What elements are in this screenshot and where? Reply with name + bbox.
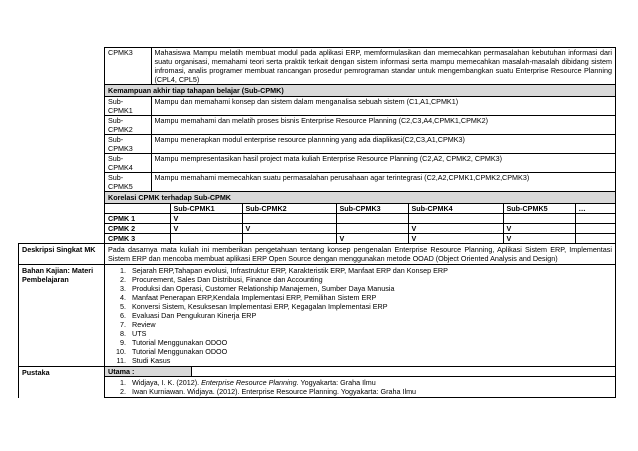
deskripsi-text: Pada dasarnya mata kuliah ini memberikan pengetahuan tentang konsep pengenalan Enterprise Resource Planning, Aplikasi Sistem ERP, Implementasi Sistem ERP dan mencoba membuat aplikasi ERP Open Source dengan menggunakan metode OOAD (Object Oriented Analysis and Design) [105,244,616,265]
rps-page [18,47,615,398]
pustaka-table [105,367,615,397]
item-text: Evaluasi Dan Pengukuran Kinerja ERP [132,311,257,320]
cpmk3-code: CPMK3 [105,48,151,84]
korelasi-col-head: Sub-CPMK5 [503,204,575,214]
item-number: 2. [120,275,126,284]
korelasi-cell [575,224,615,234]
item-number: 9. [120,338,126,347]
subcpmk-code: Sub-CPMK4 [105,154,151,173]
subcpmk-code: Sub-CPMK5 [105,173,151,192]
korelasi-col-head: Sub-CPMK4 [408,204,503,214]
bahan-list-cell [105,265,616,367]
item-text: Tutorial Menggunakan ODOO [132,347,228,356]
item-text: Produksi dan Operasi, Customer Relationship Manajemen, Sumber Daya Manusia [132,284,395,293]
korelasi-col-head: … [575,204,615,214]
korelasi-cell: V [242,224,336,234]
bahan-label: Bahan Kajian: Materi Pembelajaran [19,265,105,367]
list-item [108,311,612,320]
korelasi-cell [408,214,503,224]
bahan-list [108,266,612,365]
subcpmk-row [105,97,615,116]
subcpmk-row [105,154,615,173]
deskripsi-label: Deskripsi Singkat MK [19,244,105,265]
subcpmk-code: Sub-CPMK3 [105,135,151,154]
korelasi-cell: V [336,234,408,244]
subcpmk-text: Mampu menerapkan modul enterprise resource plannning yang ada diaplikasi(C2,C3,A1,CPMK3) [151,135,615,154]
subcpmk-row [105,135,615,154]
ref-pre: Widjaya, I. K. (2012). [132,378,202,387]
subcpmk-code: Sub-CPMK1 [105,97,151,116]
subcpmk-text: Mampu mempresentasikan hasil project mata kuliah Enterprise Resource Planning (C2,A2, CPMK2, CPMK3) [151,154,615,173]
item-number: 5. [120,302,126,311]
list-item [108,378,612,387]
subcpmk-text: Mampu dan memahami konsep dan sistem dalam menganalisa sebuah sistem (C1,A1,CPMK1) [151,97,615,116]
deskripsi-row [19,244,616,265]
item-number: 2. [120,387,126,396]
korelasi-cell [336,214,408,224]
item-number: 3. [120,284,126,293]
korelasi-header: Korelasi CPMK terhadap Sub-CPMK [105,192,616,204]
korelasi-data-row [105,234,615,244]
korelasi-cell [242,214,336,224]
korelasi-head [105,204,615,214]
list-item [108,266,612,275]
pustaka-utama: Utama : [105,367,191,377]
korelasi-col-head: Sub-CPMK3 [336,204,408,214]
list-item [108,320,612,329]
item-number: 8. [120,329,126,338]
korelasi-cell: V [170,224,242,234]
subcpmk-table [105,97,615,191]
cpmk3-inner [105,48,615,84]
item-text: Manfaat Penerapan ERP,Kendala Implementasi ERP, Pemilihan Sistem ERP [132,293,377,302]
korelasi-col-head [105,204,170,214]
list-item [108,338,612,347]
subcpmk-text: Mampu memahami memecahkan suatu permasalahan perusahaan agar terintegrasi (C2,A2,CPMK1,CPMK2,CPMK3) [151,173,615,192]
korelasi-data-row [105,214,615,224]
list-item [108,329,612,338]
korelasi-table [105,204,615,243]
korelasi-header-row [19,192,616,204]
cpmk3-row [19,48,616,85]
korelasi-cell [575,234,615,244]
cpmk3-text: Mahasiswa Mampu melatih membuat modul pada aplikasi ERP, memformulasikan dan memecahkan permasalahan kebutuhan informasi dari suatu organisasi, memahami teori serta praktik terkait dengan sistem informasi serta mampu memecahkan masalah-masalah dibidang sistem infromasi, analis programer membuat rancangan prosedur pemrograman standar untuk mengembangkan suatu Enterprise Resource Planning (CPL4, CPL5) [154,48,612,84]
korelasi-cell [336,224,408,234]
korelasi-cell: V [503,234,575,244]
korelasi-cell: V [408,234,503,244]
subcpmk-header: Kemampuan akhir tiap tahapan belajar (Sub-CPMK) [105,85,616,97]
pustaka-list [108,378,612,396]
item-number: 1. [120,378,126,387]
item-text: Konversi Sistem, Kesuksesan Implementasi ERP, Kegagalan Implementasi ERP [132,302,388,311]
korelasi-cell: CPMK 2 [105,224,170,234]
item-number: 6. [120,311,126,320]
item-text: Tutorial Menggunakan ODOO [132,338,228,347]
list-item [108,284,612,293]
subcpmk-row [105,173,615,192]
list-item [108,302,612,311]
ref-post: Yogyakarta: Graha Ilmu [298,378,376,387]
item-text: Studi Kasus [132,356,171,365]
korelasi-cell [242,234,336,244]
item-number: 10. [116,347,126,356]
subcpmk-row [105,116,615,135]
list-item [108,356,612,365]
korelasi-cell: V [170,214,242,224]
rps-table [18,47,616,398]
list-item [108,275,612,284]
list-item [108,347,612,356]
subcpmk-rows [19,97,616,192]
item-text: Sejarah ERP,Tahapan evolusi, Infrastruktur ERP, Karakteristik ERP, Manfaat ERP dan Konsep ERP [132,266,448,275]
korelasi-data-row [105,224,615,234]
pustaka-label: Pustaka [19,367,105,398]
item-text: Procurement, Sales Dan Distribusi, Finance dan Accounting [132,275,323,284]
ref-title: Enterprise Resource Planning. [201,378,299,387]
list-item [108,387,612,396]
list-item [108,293,612,302]
korelasi-cell: CPMK 3 [105,234,170,244]
korelasi-cell [170,234,242,244]
item-text: Review [132,320,156,329]
subcpmk-code: Sub-CPMK2 [105,116,151,135]
korelasi-row [19,204,616,244]
item-text: UTS [132,329,147,338]
item-number: 1. [120,266,126,275]
korelasi-cell: V [503,224,575,234]
korelasi-col-head: Sub-CPMK2 [242,204,336,214]
korelasi-cell [503,214,575,224]
bahan-row [19,265,616,367]
korelasi-col-head: Sub-CPMK1 [170,204,242,214]
korelasi-cell: V [408,224,503,234]
item-number: 7. [120,320,126,329]
item-number: 11. [116,356,126,365]
subcpmk-text: Mampu memahami dan melatih proses bisnis Enterprise Resource Planning (C2,C3,A4,CPMK1,CPMK2) [151,116,615,135]
korelasi-cell: CPMK 1 [105,214,170,224]
pustaka-row [19,367,616,398]
subcpmk-header-row [19,85,616,97]
item-number: 4. [120,293,126,302]
ref-pre: Iwan Kurniawan. Widjaya. (2012). Enterprise Resource Planning. Yogyakarta: Graha Ilmu [132,387,417,396]
korelasi-cell [575,214,615,224]
